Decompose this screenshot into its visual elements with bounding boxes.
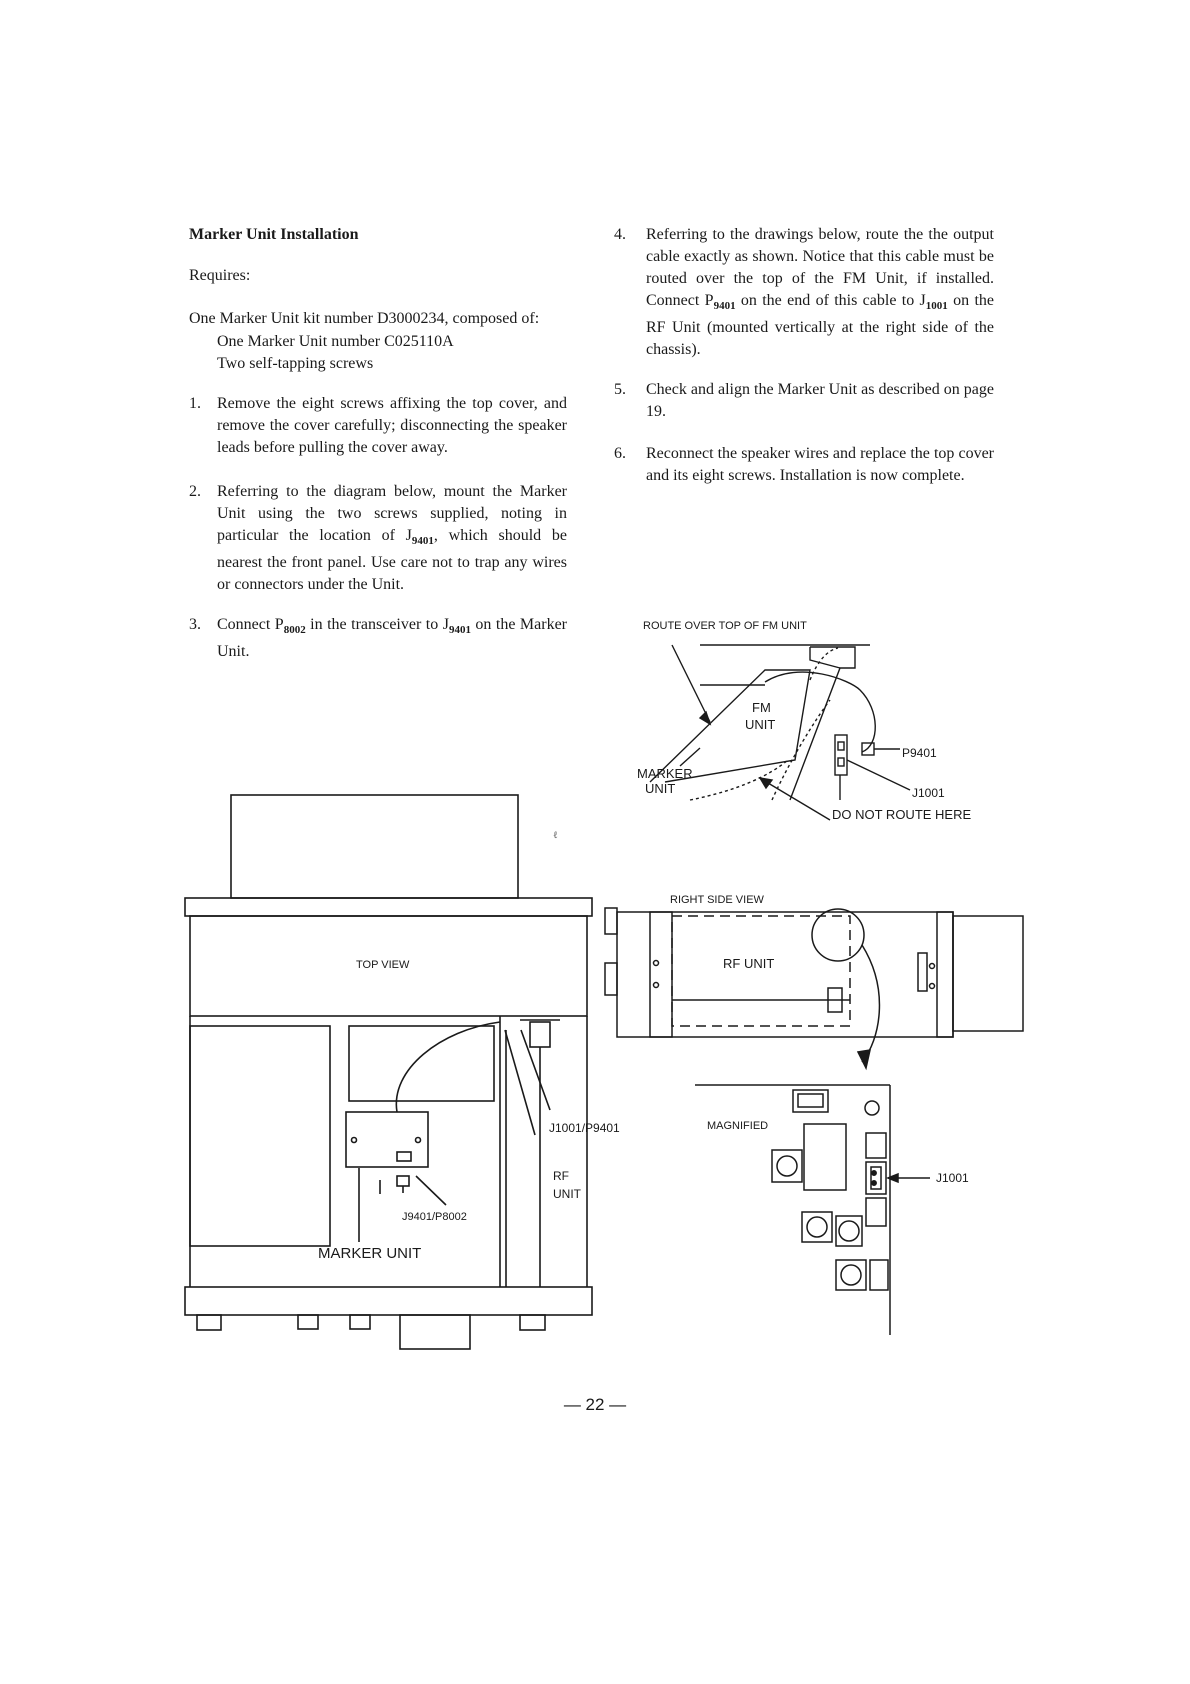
marker-unit-label: MARKER UNIT [318,1245,422,1262]
left-column [189,224,567,663]
subscript: 8002 [283,624,306,636]
rf-label-1: RF [553,1169,569,1183]
step-2 [189,481,567,596]
step-6 [614,443,994,487]
marker-label-2: UNIT [645,781,676,796]
step-text: on the Marker Unit. [217,616,568,660]
step-4 [614,224,994,361]
routing-linework [650,645,910,820]
step-text: Connect P [217,616,284,633]
section-title: Marker Unit Installation [189,226,359,243]
right-side-view-diagram [595,885,1025,1085]
magnified-label: MAGNIFIED [707,1120,769,1132]
step-number: 3. [189,616,201,633]
kit-item-2: Two self-tapping screws [217,355,374,372]
do-not-route-label: DO NOT ROUTE HERE [832,807,972,822]
right-column [614,224,994,487]
subscript: 9401 [448,624,471,636]
stray-mark: ℓ [553,830,558,841]
magnified-diagram [690,1075,990,1345]
step-5 [614,379,994,423]
kit-description: One Marker Unit kit number D3000234, composed of: [189,310,540,327]
subscript: 9401 [411,535,434,547]
magnified-j1001-label: J1001 [936,1171,969,1185]
step-1 [189,393,567,459]
top-view-label: TOP VIEW [356,959,410,971]
step-text: Reconnect the speaker wires and replace the top cover and its eight screws. Installation is now complete. [646,445,994,484]
subscript: 1001 [925,300,948,312]
step-number: 4. [614,226,626,243]
step-text: Check and align the Marker Unit as described on page 19. [646,381,994,420]
routing-diagram [630,615,1030,825]
p9401-label: P9401 [902,746,937,760]
step-number: 5. [614,381,626,398]
j9401-p8002-label: J9401/P8002 [402,1211,467,1223]
j1001-p9401-label: J1001/P9401 [549,1121,620,1135]
step-number: 2. [189,483,201,500]
chassis-outline [185,795,592,1349]
subscript: 9401 [713,300,736,312]
route-over-label: ROUTE OVER TOP OF FM UNIT [643,620,807,632]
j1001-label: J1001 [912,786,945,800]
top-view-diagram [180,790,650,1355]
step-number: 6. [614,445,626,462]
step-text: on the RF Unit (mounted vertically at the right side of the chassis). [646,292,995,358]
step-text: on the end of this cable to J [735,292,926,309]
step-number: 1. [189,395,201,412]
marker-label-1: MARKER [637,766,693,781]
step-text: , which should be nearest the front panel. Use care not to trap any wires or connectors under the Unit. [217,527,568,593]
kit-item-1: One Marker Unit number C025110A [217,333,454,350]
step-text: Referring to the drawings below, route the the output cable exactly as shown. Notice that this cable must be routed over the top of the FM Unit, if installed. Connect P [646,226,994,309]
fm-label-2: UNIT [745,717,776,732]
step-text: Remove the eight screws affixing the top cover, and remove the cover carefully; disconnecting the speaker leads before pulling the cover away. [217,395,567,456]
side-view-linework [605,908,1023,1068]
step-3 [189,614,567,663]
rf-unit-label: RF UNIT [723,956,775,971]
right-side-view-label: RIGHT SIDE VIEW [670,894,764,906]
page-number: — 22 — [563,1395,627,1414]
step-text: Referring to the diagram below, mount the Marker Unit using the two screws supplied, noting in particular the location of J [217,483,567,544]
rf-label-2: UNIT [553,1187,581,1201]
requires-label: Requires: [189,267,251,284]
fm-label-1: FM [752,700,771,715]
step-text: in the transceiver to J [305,616,449,633]
